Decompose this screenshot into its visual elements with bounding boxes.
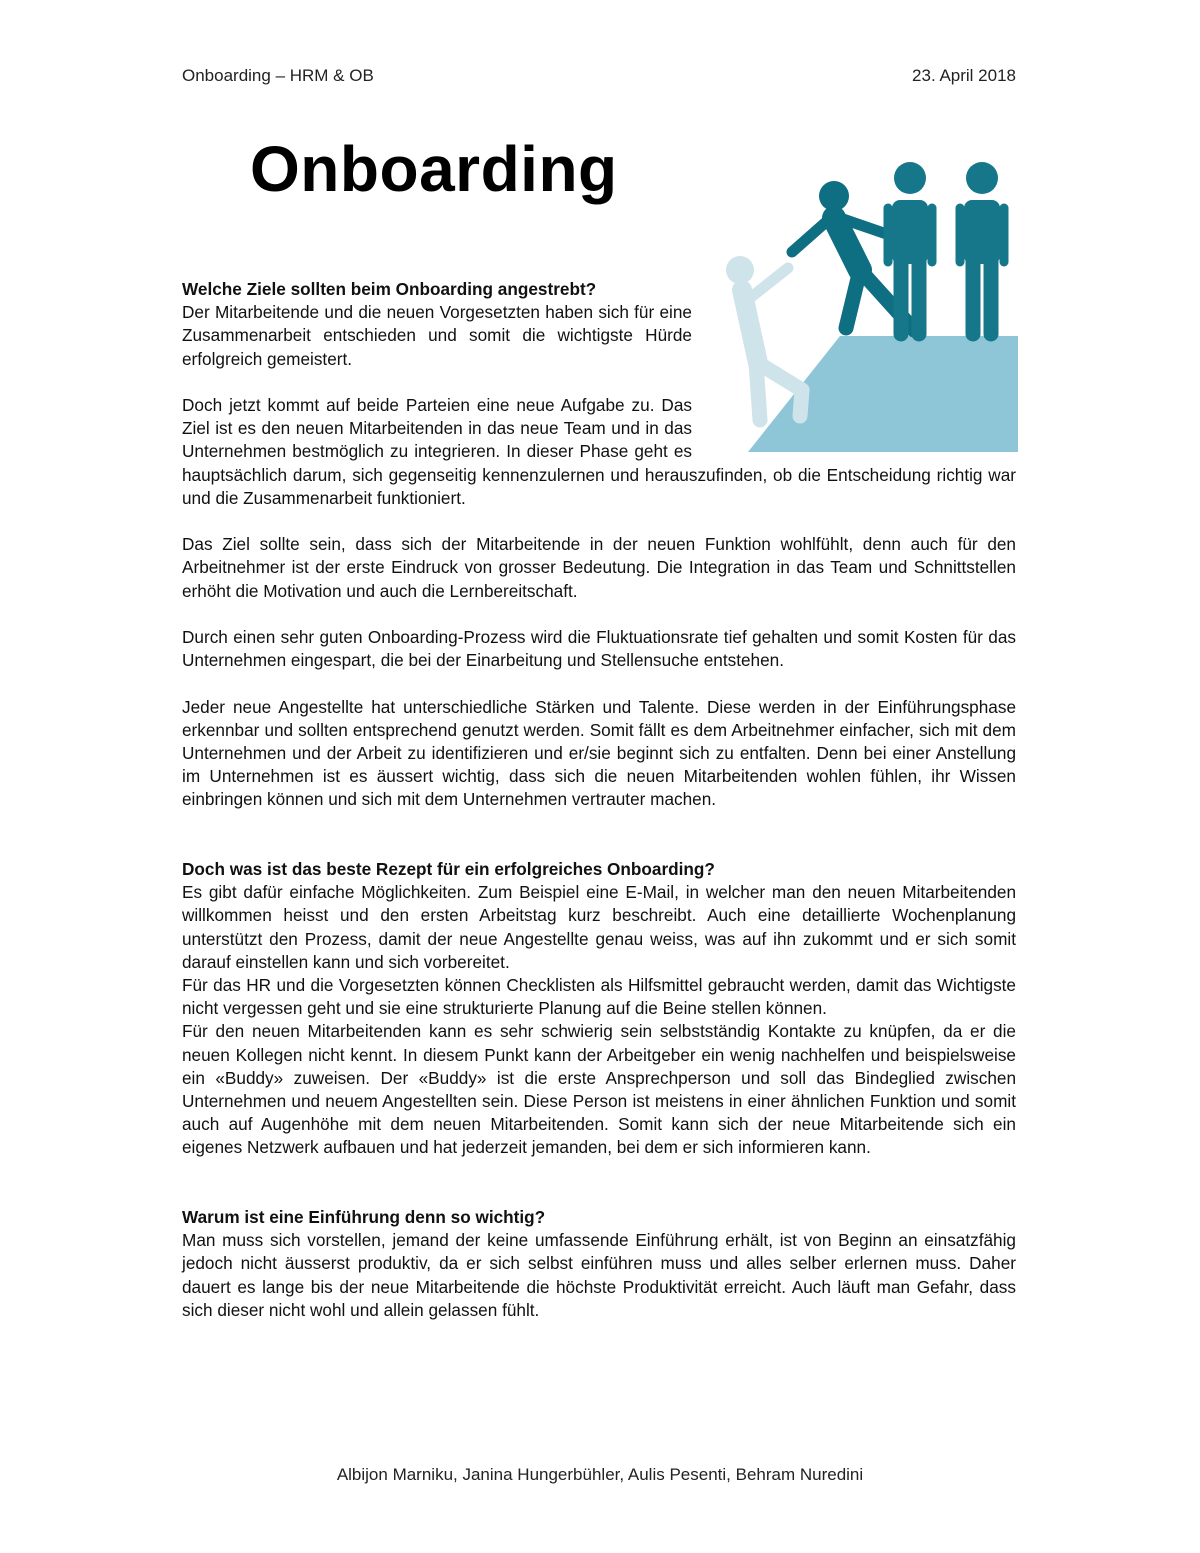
section-gap [182, 835, 1016, 858]
paragraph: Für das HR und die Vorgesetzten können Checklisten als Hilfsmittel gebraucht werden, damit das Wichtigste nicht vergessen geht und sie eine strukturierte Planung auf die Beine stellen können. [182, 975, 1016, 1019]
page-title: Onboarding [250, 133, 618, 205]
paragraph: Jeder neue Angestellte hat unterschiedliche Stärken und Talente. Diese werden in der Einführungsphase erkennbar und sollten entsprechend genutzt werden. Somit fällt es dem Arbeitnehmer einfacher, sich mit dem Unternehmen und der Arbeit zu identifizieren und er/sie beginnt sich zu entfalten. Denn bei einer Anstellung im Unternehmen ist es äussert wichtig, dass sich die neuen Mitarbeitenden wohlen fühlen, ihr Wissen einbringen können und sich mit dem Unternehmen vertrauter machen. [182, 696, 1016, 810]
document-body [182, 278, 1016, 1345]
paragraph: Doch jetzt kommt auf beide Parteien eine neue Aufgabe zu. Das Ziel ist es den neuen Mitarbeitenden in das neue Team und in das Unternehmen bestmöglich zu integrieren. In dieser Phase geht es hauptsächlich darum, sich gegenseitig kennenzulernen und herauszufinden, ob die Entscheidung richtig war und die Zusammenarbeit funktioniert. [182, 395, 1016, 508]
section-gap [182, 1183, 1016, 1206]
paragraph: Der Mitarbeitende und die neuen Vorgesetzten haben sich für eine Zusammenarbeit entschieden und somit die wichtigste Hürde erfolgreich gemeistert. [182, 302, 692, 369]
footer-authors: Albijon Marniku, Janina Hungerbühler, Aulis Pesenti, Behram Nuredini [336, 1465, 864, 1484]
paragraph: Das Ziel sollte sein, dass sich der Mitarbeitende in der neuen Funktion wohlfühlt, denn auch für den Arbeitnehmer ist der erste Eindruck von grosser Bedeutung. Die Integration in das Team und Schnittstellen erhöht die Motivation und auch die Lernbereitschaft. [182, 534, 1016, 601]
section-heading: Warum ist eine Einführung denn so wichtig? [182, 1207, 546, 1227]
paragraph: Es gibt dafür einfache Möglichkeiten. Zum Beispiel eine E-Mail, in welcher man den neuen Mitarbeitenden willkommen heisst und den ersten Arbeitstag kurz beschreibt. Auch eine detaillierte Wochenplanung unterstützt den Prozess, damit der neue Angestellte genau weiss, was auf ihn zukommt und er sich somit darauf einstellen kann und sich vorbereitet. [182, 882, 1016, 972]
section-heading: Doch was ist das beste Rezept für ein erfolgreiches Onboarding? [182, 858, 715, 879]
paragraph: Man muss sich vorstellen, jemand der keine umfassende Einführung erhält, ist von Beginn an einsatzfähig jedoch nicht äusserst produktiv, da er sich selbst einführen muss und alles selber erlernen muss. Daher dauert es lange bis der neue Mitarbeitende die höchste Produktivität erreicht. Auch läuft man Gefahr, dass sich dieser nicht wohl und allein gelassen fühlt. [182, 1230, 1016, 1320]
paragraph: Durch einen sehr guten Onboarding-Prozess wird die Fluktuationsrate tief gehalten und somit Kosten für das Unternehmen eingespart, die bei der Einarbeitung und Stellensuche entstehen. [182, 627, 1016, 671]
illustration-wrap-space [700, 278, 1016, 460]
header-date: 23. April 2018 [912, 66, 1016, 85]
section-heading: Welche Ziele sollten beim Onboarding angestrebt? [182, 279, 597, 299]
paragraph: Für den neuen Mitarbeitenden kann es sehr schwierig sein selbstständig Kontakte zu knüpfen, da er die neuen Kollegen nicht kennt. In diesem Punkt kann der Arbeitgeber ein wenig nachhelfen und beispielsweise ein «Buddy» zuweisen. Der «Buddy» ist die erste Ansprechperson und soll das Bindeglied zwischen Unternehmen und neuem Angestellten sein. Diese Person ist meistens in einer ähnlichen Funktion und somit auch auf Augenhöhe mit dem neuen Mitarbeitenden. Somit kann sich der neue Mitarbeitende sich ein eigenes Netzwerk aufbauen und hat jederzeit jemanden, bei dem er sich informieren kann. [182, 1021, 1016, 1158]
header-left: Onboarding – HRM & OB [182, 66, 374, 85]
